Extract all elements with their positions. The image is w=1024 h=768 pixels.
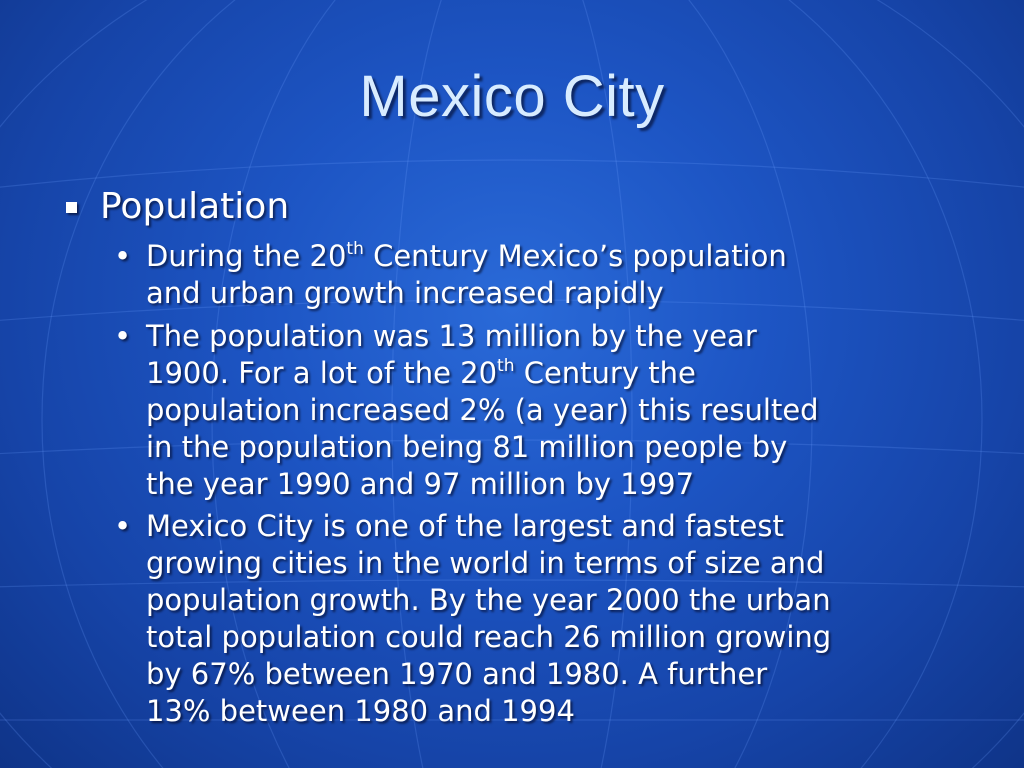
text-line: 13% between 1980 and 1994 — [146, 694, 575, 728]
text-line: by 67% between 1970 and 1980. A further — [146, 657, 768, 691]
bullet-dot-icon: • — [114, 319, 132, 353]
text-line: population growth. By the year 2000 the urban — [146, 583, 831, 617]
bullet-level1-population: Population — [100, 186, 290, 227]
bullet-largest-cities — [146, 508, 976, 730]
bullet-population-figures — [146, 318, 976, 503]
text-line: population increased 2% (a year) this resulted — [146, 393, 819, 427]
bullet-dot-icon: • — [114, 509, 132, 543]
square-bullet-icon — [66, 202, 77, 213]
text-line: During the 20th Century Mexico’s population — [146, 239, 787, 273]
text-line: growing cities in the world in terms of size and — [146, 546, 825, 580]
text-line: The population was 13 million by the year — [146, 319, 757, 353]
text-line: Mexico City is one of the largest and fastest — [146, 509, 784, 543]
bullet-dot-icon: • — [114, 239, 132, 273]
slide-title: Mexico City — [359, 64, 665, 129]
text-line: and urban growth increased rapidly — [146, 276, 664, 310]
bullet-20th-century-growth — [146, 238, 976, 312]
text-line: in the population being 81 million people by — [146, 430, 788, 464]
text-line: the year 1990 and 97 million by 1997 — [146, 467, 695, 501]
text-line: total population could reach 26 million growing — [146, 620, 832, 654]
text-line: 1900. For a lot of the 20th Century the — [146, 356, 696, 390]
